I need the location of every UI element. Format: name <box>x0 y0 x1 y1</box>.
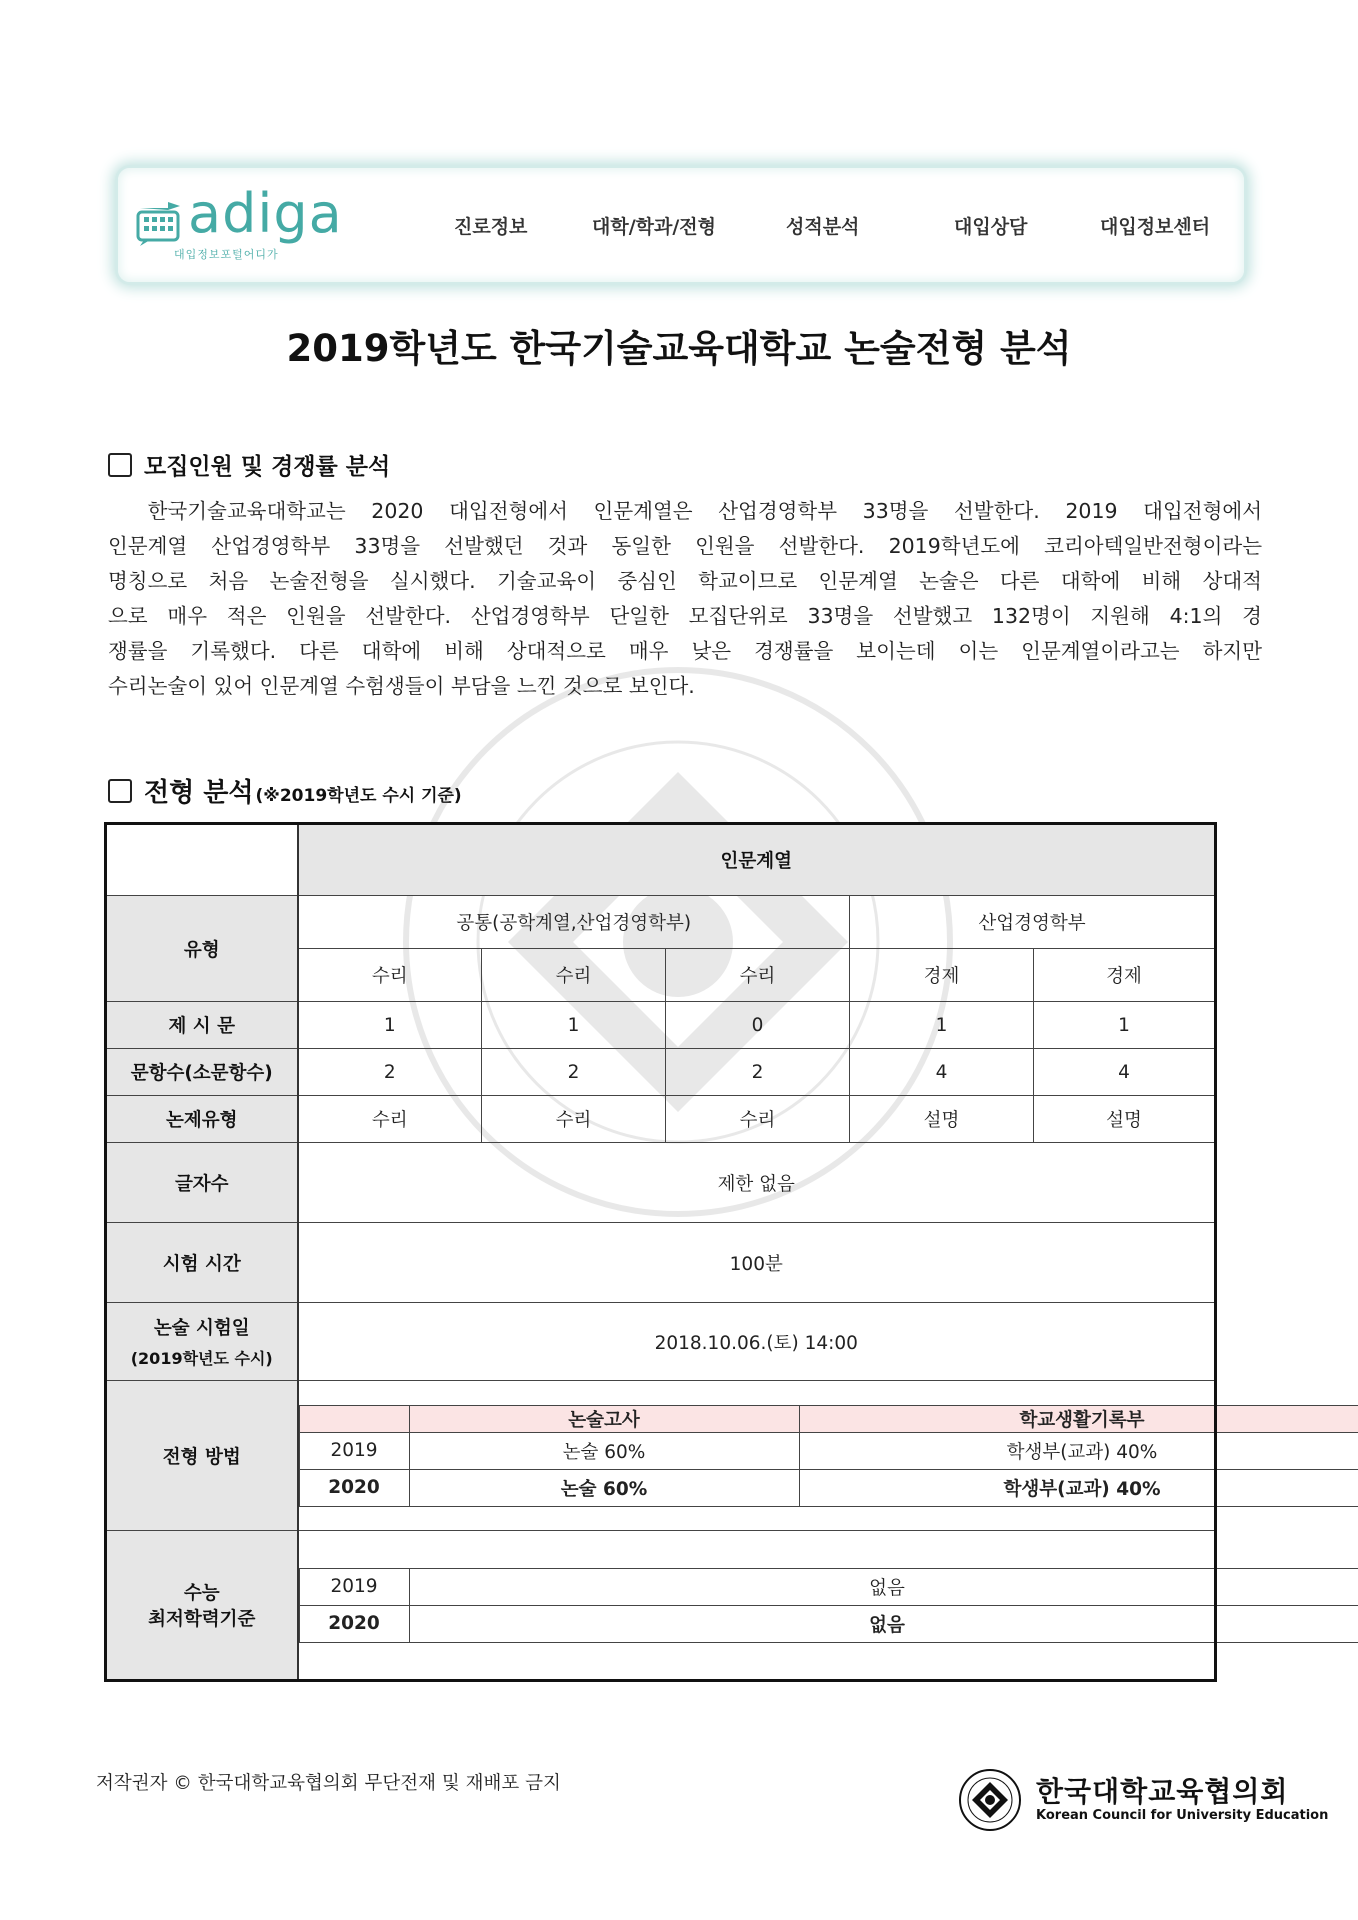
method-year: 2019 <box>299 1432 409 1469</box>
passages-cell: 1 <box>1034 1002 1216 1049</box>
section-heading-note: (※2019학년도 수시 기준) <box>255 786 462 806</box>
council-name-korean: 한국대학교육협의회 <box>1036 1775 1289 1808</box>
section-recruitment-heading <box>108 448 390 481</box>
nav-counseling[interactable]: 대입상담 <box>954 215 1028 238</box>
min-standard-year: 2019 <box>299 1568 409 1605</box>
adiga-banner <box>118 168 1244 282</box>
nav-info-center[interactable]: 대입정보센터 <box>1100 215 1211 238</box>
method-record: 학생부(교과) 40% <box>799 1432 1358 1469</box>
paragraph-line: 수리논술이 있어 인문계열 수험생들이 부담을 느낀 것으로 보인다. <box>108 674 695 698</box>
topic-type-cell: 수리 <box>298 1096 482 1143</box>
row-label-method: 전형 방법 <box>106 1381 298 1531</box>
subject-cell: 경제 <box>850 949 1034 1002</box>
method-essay: 논술 60% <box>409 1432 799 1469</box>
council-logo <box>958 1768 1329 1832</box>
questions-cell: 2 <box>298 1049 482 1096</box>
paragraph-line: 명칭으로 처음 논술전형을 실시했다. 기술교육이 중심인 학교이므로 인문계열 논술은 다른 대학에 비해 상대적 <box>108 569 1262 593</box>
council-name-english: Korean Council for University Education <box>1036 1808 1329 1823</box>
row-label-topic-type: 논제유형 <box>106 1096 298 1143</box>
passages-cell: 0 <box>666 1002 850 1049</box>
group-common: 공통(공학계열,산업경영학부) <box>298 896 850 949</box>
checkbox-icon <box>108 453 132 477</box>
passages-cell: 1 <box>298 1002 482 1049</box>
paragraph-line: 인문계열 산업경영학부 33명을 선발했던 것과 동일한 인원을 선발한다. 2019학년도에 코리아텍일반전형이라는 <box>108 534 1262 558</box>
min-standard-table <box>299 1568 1358 1643</box>
method-record: 학생부(교과) 40% <box>799 1469 1358 1506</box>
method-header-record: 학교생활기록부 <box>799 1405 1358 1432</box>
passages-cell: 1 <box>850 1002 1034 1049</box>
time-value: 100분 <box>298 1223 1216 1303</box>
nav-career[interactable]: 진로정보 <box>454 215 528 238</box>
topic-type-cell: 설명 <box>850 1096 1034 1143</box>
logo-wordmark: adiga <box>188 182 343 245</box>
date-label-sub: (2019학년도 수시) <box>130 1349 273 1368</box>
adiga-logo[interactable] <box>134 182 374 266</box>
subject-cell: 수리 <box>298 949 482 1002</box>
paragraph-line: 한국기술교육대학교는 2020 대입전형에서 인문계열은 산업경영학부 33명을 선발한다. 2019 대입전형에서 <box>108 499 1262 523</box>
method-table <box>299 1405 1358 1507</box>
method-essay: 논술 60% <box>409 1469 799 1506</box>
row-label-type: 유형 <box>106 896 298 1002</box>
group-industrial-management: 산업경영학부 <box>850 896 1216 949</box>
nav-score-analysis[interactable]: 성적분석 <box>786 215 860 238</box>
copyright-notice: 저작권자 © 한국대학교육협의회 무단전재 및 재배포 금지 <box>96 1773 561 1794</box>
min-standard-label-1: 수능 <box>183 1583 220 1604</box>
min-standard-value: 없음 <box>409 1605 1358 1642</box>
topic-type-cell: 수리 <box>666 1096 850 1143</box>
subject-cell: 경제 <box>1034 949 1216 1002</box>
paragraph-line: 쟁률을 기록했다. 다른 대학에 비해 상대적으로 매우 낮은 경쟁률을 보이는데 이는 인문계열이라고는 하지만 <box>108 639 1262 663</box>
humanities-header: 인문계열 <box>298 824 1216 896</box>
min-standard-cell <box>298 1531 1216 1681</box>
subject-cell: 수리 <box>666 949 850 1002</box>
row-label-date <box>106 1303 298 1381</box>
topic-type-cell: 수리 <box>482 1096 666 1143</box>
method-header-essay: 논술고사 <box>409 1405 799 1432</box>
row-label-time: 시험 시간 <box>106 1223 298 1303</box>
min-standard-year: 2020 <box>299 1605 409 1642</box>
checkbox-icon <box>108 779 132 803</box>
table-corner-cell <box>106 824 298 896</box>
method-year: 2020 <box>299 1469 409 1506</box>
passages-cell: 1 <box>482 1002 666 1049</box>
essay-selection-table <box>104 822 1217 1682</box>
building-icon <box>134 200 184 246</box>
section-heading-text: 모집인원 및 경쟁률 분석 <box>144 454 391 480</box>
row-label-chars: 글자수 <box>106 1143 298 1223</box>
paragraph-line: 으로 매우 적은 인원을 선발한다. 산업경영학부 단일한 모집단위로 33명을 선발했고 132명이 지원해 4:1의 경 <box>108 604 1262 628</box>
min-standard-value: 없음 <box>409 1568 1358 1605</box>
questions-cell: 4 <box>1034 1049 1216 1096</box>
row-label-questions: 문항수(소문항수) <box>106 1049 298 1096</box>
method-cell <box>298 1381 1216 1531</box>
questions-cell: 4 <box>850 1049 1034 1096</box>
date-label: 논술 시험일 <box>153 1318 250 1339</box>
topic-type-cell: 설명 <box>1034 1096 1216 1143</box>
questions-cell: 2 <box>482 1049 666 1096</box>
council-seal-icon <box>958 1768 1022 1832</box>
min-standard-label-2: 최저학력기준 <box>148 1609 256 1630</box>
chars-value: 제한 없음 <box>298 1143 1216 1223</box>
section-heading-text: 전형 분석 <box>144 778 254 808</box>
logo-subtitle: 대입정보포털어디가 <box>174 248 279 261</box>
nav-university-admission[interactable]: 대학/학과/전형 <box>592 215 717 238</box>
date-value: 2018.10.06.(토) 14:00 <box>298 1303 1216 1381</box>
method-corner <box>299 1405 409 1432</box>
row-label-passages: 제 시 문 <box>106 1002 298 1049</box>
subject-cell: 수리 <box>482 949 666 1002</box>
row-label-min-standard <box>106 1531 298 1681</box>
questions-cell: 2 <box>666 1049 850 1096</box>
page-title: 2019학년도 한국기술교육대학교 논술전형 분석 <box>286 327 1072 370</box>
